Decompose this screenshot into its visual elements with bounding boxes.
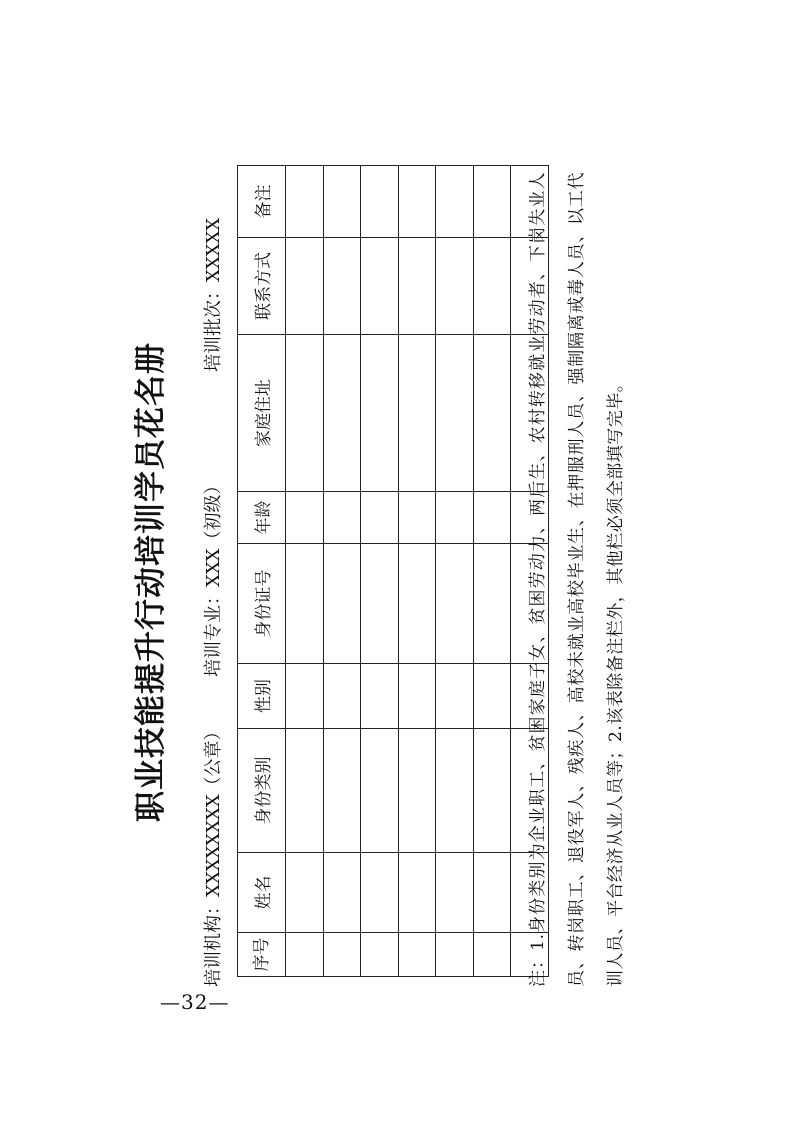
table-cell [361, 166, 399, 238]
table-cell [398, 544, 436, 664]
training-major: 培训专业：XXX（初级） [203, 476, 224, 677]
table-cell [361, 853, 399, 933]
table-cell [323, 729, 361, 853]
table-cell [473, 853, 511, 933]
table-cell [323, 492, 361, 544]
table-cell [323, 544, 361, 664]
table-cell [436, 853, 474, 933]
header-age: 年龄 [238, 492, 286, 544]
table-cell [286, 729, 324, 853]
table-cell [323, 853, 361, 933]
table-cell [361, 238, 399, 335]
table-cell [323, 933, 361, 977]
roster-table [237, 165, 549, 977]
table-cell [286, 238, 324, 335]
table-cell [398, 238, 436, 335]
table-cell [398, 729, 436, 853]
header-id-number: 身份证号 [238, 544, 286, 664]
table-cell [323, 335, 361, 492]
table-row [398, 166, 436, 977]
table-cell [286, 544, 324, 664]
table-cell [361, 664, 399, 729]
table-cell [286, 664, 324, 729]
header-name: 姓名 [238, 853, 286, 933]
notes: 注：1.身份类别为企业职工、贫困家庭子女、贫困劳动力、两后生、农村转移就业劳动者、下岗失业人员、转岗职工、退役军人、残疾人、高校未就业高校毕业生、在押服刑人员、强制隔离戒毒人员、以工代训人员、平台经济从业人员等；2.该表除备注栏外，其他栏必须全部填写完毕。 [528, 172, 626, 987]
table-cell [286, 166, 324, 238]
table-cell [473, 238, 511, 335]
table-cell [361, 335, 399, 492]
table-row [323, 166, 361, 977]
table-cell [286, 933, 324, 977]
table-row [473, 166, 511, 977]
table-cell [323, 664, 361, 729]
training-batch: 培训批次：XXXXX [203, 217, 224, 372]
table-cell [473, 933, 511, 977]
table-cell [398, 933, 436, 977]
table-cell [473, 335, 511, 492]
roster-sheet [119, 157, 626, 1007]
table-cell [361, 492, 399, 544]
header-gender: 性别 [238, 664, 286, 729]
table-row [361, 166, 399, 977]
table-cell [286, 335, 324, 492]
table-cell [436, 492, 474, 544]
table-cell [436, 664, 474, 729]
table-cell [361, 729, 399, 853]
header-remarks: 备注 [238, 166, 286, 238]
table-cell [361, 544, 399, 664]
table-cell [323, 166, 361, 238]
table-cell [473, 664, 511, 729]
table-cell [323, 238, 361, 335]
table-cell [473, 544, 511, 664]
table-cell [436, 238, 474, 335]
table-cell [436, 933, 474, 977]
table-cell [398, 335, 436, 492]
table-cell [361, 933, 399, 977]
table-cell [436, 729, 474, 853]
table-cell [286, 492, 324, 544]
table-cell [436, 166, 474, 238]
header-seq: 序号 [238, 933, 286, 977]
table-cell [398, 166, 436, 238]
table-cell [473, 729, 511, 853]
table-cell [436, 335, 474, 492]
page-title: 职业技能提升行动培训学员花名册 [133, 342, 169, 822]
table-cell [398, 853, 436, 933]
table-cell [436, 544, 474, 664]
table-cell [473, 166, 511, 238]
header-identity-type: 身份类别 [238, 729, 286, 853]
table-row [436, 166, 474, 977]
table-cell [398, 664, 436, 729]
header-address: 家庭住址 [238, 335, 286, 492]
table-cell [398, 492, 436, 544]
table-cell [473, 492, 511, 544]
page-number: —32— [160, 990, 230, 1014]
table-row [286, 166, 324, 977]
header-contact: 联系方式 [238, 238, 286, 335]
training-org: 培训机构：XXXXXXXX（公章） [203, 722, 224, 987]
table-cell [286, 853, 324, 933]
header-row [238, 166, 286, 977]
